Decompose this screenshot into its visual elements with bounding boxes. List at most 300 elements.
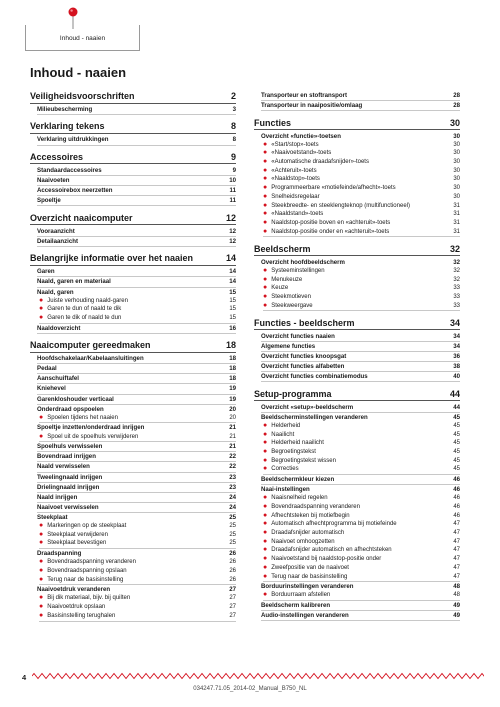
bullet-icon: ●	[39, 530, 44, 538]
subentry-page: 47	[453, 547, 460, 554]
toc-entry[interactable]	[37, 405, 236, 414]
toc-entry-group	[254, 342, 460, 352]
toc-entry[interactable]	[261, 413, 460, 422]
toc-entry[interactable]	[37, 423, 236, 432]
entry-label: Overzicht hoofdbeeldscherm	[261, 258, 345, 266]
toc-subentry[interactable]	[263, 538, 460, 547]
subentry-page: 30	[453, 176, 460, 183]
bullet-icon: ●	[263, 293, 268, 300]
toc-entry[interactable]	[37, 267, 236, 277]
toc-subentry[interactable]	[263, 158, 460, 167]
toc-entry-group	[30, 186, 236, 196]
entry-page: 26	[229, 550, 236, 558]
toc-entry-group	[254, 601, 460, 611]
toc-subentry[interactable]	[263, 267, 460, 276]
entry-label: Drielingnaald inrijgen	[37, 483, 100, 491]
toc-entry[interactable]	[261, 362, 460, 372]
entry-label: Vooraanzicht	[37, 227, 75, 235]
toc-subentry[interactable]	[263, 564, 460, 573]
bullet-icon: ●	[263, 591, 268, 599]
bullet-icon: ●	[39, 611, 44, 619]
toc-entry[interactable]	[261, 475, 460, 485]
subentry-page: 25	[229, 540, 236, 547]
entry-label: Overzicht functies alfabetten	[261, 363, 345, 371]
toc-entry-group	[30, 288, 236, 324]
toc-subentry[interactable]	[263, 284, 460, 293]
toc-entry[interactable]	[37, 227, 236, 237]
subentry-label: Systeeminstellingen	[271, 267, 325, 274]
entry-label: Overzicht functies naaien	[261, 332, 335, 340]
toc-section	[30, 340, 236, 621]
toc-section-heading[interactable]	[254, 318, 460, 331]
entry-label: Naald verwisselen	[37, 463, 90, 471]
toc-subentry[interactable]	[263, 193, 460, 202]
toc-entry[interactable]	[261, 601, 460, 611]
toc-entry[interactable]	[37, 288, 236, 297]
entry-label: Naald, garen en materiaal	[37, 278, 111, 286]
entry-label: Beeldscherminstellingen veranderen	[261, 413, 368, 421]
subentry-label: Borduurraam afstellen	[271, 592, 331, 599]
toc-section	[30, 213, 236, 247]
bullet-icon: ●	[263, 537, 268, 545]
subentry-label: Draadafsnijder automatisch en afhechtsteken	[271, 547, 392, 554]
toc-entry[interactable]	[37, 196, 236, 206]
subentry-page: 27	[229, 612, 236, 619]
toc-subentry[interactable]	[263, 546, 460, 555]
entry-label: Spoeltje	[37, 197, 61, 205]
entry-page: 44	[453, 403, 460, 411]
toc-entry[interactable]	[37, 452, 236, 462]
toc-subentry[interactable]	[263, 293, 460, 302]
entry-page: 40	[453, 373, 460, 381]
subentry-label: Bij dik materiaal, bijv. bij quilten	[47, 595, 131, 602]
subentry-page: 33	[453, 285, 460, 292]
entry-label: Beeldscherm kalibreren	[261, 602, 331, 610]
entry-label: Overzicht «setup»-beeldscherm	[261, 403, 354, 411]
toc-entry[interactable]	[261, 132, 460, 141]
toc-entry[interactable]	[37, 384, 236, 394]
section-page: 30	[449, 117, 460, 128]
section-page: 9	[230, 151, 236, 162]
toc-subentry[interactable]	[39, 567, 236, 576]
toc-subentry[interactable]	[263, 422, 460, 431]
subentry-page: 31	[453, 228, 460, 235]
toc-entry-group	[30, 374, 236, 384]
toc-entry[interactable]	[37, 176, 236, 186]
bullet-icon: ●	[263, 447, 268, 455]
toc-section-heading[interactable]	[30, 152, 236, 165]
entry-label: Draadspanning	[37, 550, 82, 558]
toc-subentry[interactable]	[39, 314, 236, 324]
toc-subentry[interactable]	[263, 465, 460, 475]
toc-entry[interactable]	[37, 237, 236, 247]
toc-entry[interactable]	[37, 186, 236, 196]
toc-subentry[interactable]	[263, 219, 460, 228]
subentry-page: 31	[453, 220, 460, 226]
toc-subentry[interactable]	[263, 228, 460, 238]
toc-entry[interactable]	[37, 277, 236, 287]
toc-subentry[interactable]	[39, 522, 236, 531]
subentry-label: Draadafsnijder automatisch	[271, 530, 345, 537]
subentry-page: 46	[453, 512, 460, 519]
toc-entry[interactable]	[261, 258, 460, 267]
bullet-icon: ●	[263, 158, 268, 166]
toc-entry[interactable]	[37, 364, 236, 374]
toc-entry-group	[30, 135, 236, 145]
toc-subentry[interactable]	[39, 539, 236, 549]
entry-page: 10	[229, 177, 236, 185]
subentry-page: 47	[453, 530, 460, 537]
subentry-page: 30	[453, 159, 460, 166]
subentry-label: Correcties	[271, 466, 299, 473]
entry-label: Naaivoetdruk veranderen	[37, 586, 111, 594]
bullet-icon: ●	[263, 192, 268, 200]
entry-label: Kniehevel	[37, 385, 66, 393]
toc-section	[254, 244, 460, 312]
entry-page: 49	[453, 612, 460, 620]
toc-subentry[interactable]	[39, 576, 236, 586]
entry-page: 28	[453, 92, 460, 99]
toc-entry[interactable]	[37, 324, 236, 334]
bullet-icon: ●	[263, 266, 268, 274]
entry-label: Onderdraad opspoelen	[37, 405, 104, 413]
toc-section-heading[interactable]	[254, 244, 460, 257]
toc-subentry[interactable]	[39, 594, 236, 603]
toc-subentry[interactable]	[263, 202, 460, 211]
toc-subentry[interactable]	[39, 297, 236, 306]
toc-entry-group	[30, 237, 236, 247]
entry-label: Verklaring uitdrukkingen	[37, 136, 109, 144]
toc-entry[interactable]	[37, 503, 236, 513]
toc-subentry[interactable]	[263, 457, 460, 466]
entry-label: Standaardaccessoires	[37, 166, 102, 174]
toc-section-heading[interactable]	[30, 253, 236, 266]
bullet-icon: ●	[263, 563, 268, 571]
toc-section-heading[interactable]	[30, 340, 236, 353]
bullet-icon: ●	[263, 555, 268, 563]
subentry-page: 47	[453, 521, 460, 528]
toc-subentry[interactable]	[39, 603, 236, 612]
toc-subentry[interactable]	[263, 149, 460, 158]
toc-subentry[interactable]	[263, 141, 460, 150]
section-page: 2	[230, 91, 236, 101]
entry-label: Algemene functies	[261, 342, 316, 350]
subentry-page: 31	[453, 211, 460, 218]
toc-right-column	[254, 91, 460, 628]
toc-entry-group	[30, 196, 236, 206]
entry-page: 46	[453, 486, 460, 494]
subentry-label: Spoel uit de spoelhuls verwijderen	[47, 433, 139, 440]
toc-entry[interactable]	[37, 395, 236, 405]
toc-subentry[interactable]	[263, 512, 460, 521]
subentry-label: «Automatische draadafsnijder»-toets	[271, 159, 369, 166]
entry-page: 11	[229, 187, 236, 195]
toc-entry-group	[30, 354, 236, 364]
entry-page: 23	[229, 483, 236, 491]
toc-entry-group	[30, 395, 236, 405]
subentry-page: 46	[453, 503, 460, 510]
subentry-label: Bovendraadspanning veranderen	[47, 559, 136, 566]
subentry-label: Automatisch afhechtprogramma bij motiefeinde	[271, 521, 397, 528]
entry-label: Transporteur en stoftransport	[261, 92, 347, 99]
toc-entry-group	[254, 413, 460, 475]
entry-label: Overzicht «functie»-toetsen	[261, 132, 341, 140]
subentry-page: 27	[229, 595, 236, 602]
section-title: Naaicomputer gereedmaken	[30, 340, 151, 351]
entry-label: Naald, garen	[37, 288, 74, 296]
bullet-icon: ●	[39, 314, 44, 321]
subentry-page: 45	[453, 431, 460, 438]
subentry-label: Zweefpositie van de naaivoet	[271, 564, 349, 571]
subentry-label: Bovendraadspanning opslaan	[47, 567, 127, 574]
toc-entry-group	[254, 352, 460, 362]
subentry-label: Menukeuze	[271, 276, 303, 283]
toc-subentry[interactable]	[263, 439, 460, 448]
toc-subentry[interactable]	[263, 503, 460, 512]
bullet-icon: ●	[263, 421, 268, 429]
section-page: 14	[225, 253, 236, 264]
subentry-label: Terug naar de basisinstelling	[47, 576, 124, 583]
bullet-icon: ●	[39, 558, 44, 566]
toc-entry[interactable]	[37, 105, 236, 115]
toc-subentry[interactable]	[263, 448, 460, 457]
bullet-icon: ●	[263, 210, 268, 218]
toc-subentry[interactable]	[39, 558, 236, 567]
subentry-label: Naaivoetstand bij naaldstop-positie onder	[271, 556, 382, 563]
bullet-icon: ●	[39, 539, 44, 547]
toc-subentry[interactable]	[263, 529, 460, 538]
toc-entry[interactable]	[37, 462, 236, 472]
subentry-label: Helderheid	[271, 422, 301, 429]
bullet-icon: ●	[263, 275, 268, 283]
toc-entry[interactable]	[261, 582, 460, 591]
entry-page: 12	[229, 227, 236, 235]
toc-entry[interactable]	[37, 513, 236, 522]
toc-section-heading[interactable]	[254, 118, 460, 131]
toc-entry[interactable]	[37, 135, 236, 145]
entry-label: Overzicht functies combinatiemodus	[261, 373, 368, 381]
toc-subentry[interactable]	[263, 210, 460, 219]
entry-page: 20	[229, 405, 236, 413]
subentry-label: Programmeerbare «motiefeinde/afhecht»-toets	[271, 185, 396, 192]
toc-entry[interactable]	[37, 549, 236, 558]
toc-entry-group	[254, 332, 460, 342]
entry-label: Overzicht functies knoopsgat	[261, 352, 347, 360]
toc-entry[interactable]	[261, 372, 460, 382]
toc-entry[interactable]	[37, 473, 236, 483]
bullet-icon: ●	[263, 494, 268, 502]
subentry-label: Helderheid naailicht	[271, 440, 324, 447]
entry-label: Naaldoverzicht	[37, 324, 81, 332]
toc-subentry[interactable]	[263, 302, 460, 312]
toc-entry-group	[30, 277, 236, 287]
subentry-page: 31	[453, 202, 460, 209]
toc-subentry[interactable]	[39, 612, 236, 622]
section-page: 12	[225, 212, 236, 223]
page-title: Inhoud - naaien	[30, 65, 127, 80]
toc-subentry[interactable]	[263, 555, 460, 564]
entry-page: 3	[232, 106, 236, 113]
subentry-label: Keuze	[271, 285, 289, 292]
entry-page: 49	[453, 602, 460, 610]
entry-page: 34	[453, 342, 460, 350]
toc-entry[interactable]	[37, 585, 236, 594]
subentry-page: 30	[453, 185, 460, 192]
toc-subentry[interactable]	[39, 305, 236, 314]
toc-section-heading[interactable]	[30, 121, 236, 134]
subentry-label: «Naaldstop»-toets	[271, 176, 320, 183]
toc-subentry[interactable]	[263, 591, 460, 601]
header-tab	[25, 25, 140, 51]
toc-left-column	[30, 91, 236, 628]
toc-entry-group	[30, 442, 236, 452]
bullet-icon: ●	[263, 149, 268, 157]
toc-entry[interactable]	[37, 493, 236, 503]
toc-entry-group	[254, 362, 460, 372]
subentry-page: 27	[229, 604, 236, 611]
entry-page: 30	[453, 132, 460, 140]
bullet-icon: ●	[263, 439, 268, 447]
entry-page: 18	[229, 355, 236, 363]
toc-entry-group	[254, 132, 460, 238]
bullet-icon: ●	[263, 456, 268, 464]
entry-page: 27	[229, 586, 236, 594]
subentry-page: 15	[229, 297, 236, 304]
subentry-label: «Naaldstand»-toets	[271, 211, 324, 218]
subentry-label: Snelheidsregelaar	[271, 193, 320, 200]
entry-page: 14	[229, 268, 236, 276]
toc-subentry[interactable]	[39, 531, 236, 540]
toc-entry-group	[30, 423, 236, 442]
subentry-label: Bovendraadspanning veranderen	[271, 503, 360, 510]
section-page: 18	[225, 340, 236, 351]
toc-entry[interactable]	[37, 483, 236, 493]
toc-entry[interactable]	[261, 403, 460, 413]
section-page: 34	[449, 317, 460, 328]
entry-label: Bovendraad inrijgen	[37, 453, 96, 461]
subentry-label: Steekmotieven	[271, 294, 311, 300]
bullet-icon: ●	[263, 219, 268, 226]
toc-entry[interactable]	[37, 354, 236, 364]
bullet-icon: ●	[263, 175, 268, 183]
toc-entry-group	[30, 405, 236, 424]
bullet-icon: ●	[263, 520, 268, 528]
toc-section	[254, 91, 460, 111]
toc-subentry[interactable]	[263, 494, 460, 503]
entry-page: 38	[453, 363, 460, 371]
toc-entry-group	[30, 324, 236, 334]
subentry-page: 48	[453, 592, 460, 599]
section-title: Setup-programma	[254, 388, 332, 399]
subentry-label: Begroetingstekst	[271, 448, 316, 455]
bullet-icon: ●	[39, 594, 44, 602]
toc-subentry[interactable]	[263, 184, 460, 193]
toc-section-heading[interactable]	[30, 213, 236, 226]
toc-subentry[interactable]	[263, 520, 460, 529]
toc-entry[interactable]	[37, 374, 236, 384]
section-title: Overzicht naaicomputer	[30, 212, 133, 223]
toc-entry[interactable]	[261, 332, 460, 342]
document-code: 034247.71.05_2014-02_Manual_B750_NL	[193, 686, 307, 692]
entry-label: Audio-instellingen veranderen	[261, 612, 349, 620]
subentry-page: 45	[453, 457, 460, 464]
toc-section-heading[interactable]	[30, 91, 236, 104]
toc-entry[interactable]	[261, 101, 460, 111]
toc-entry[interactable]	[37, 166, 236, 176]
bullet-icon: ●	[263, 572, 268, 580]
entry-page: 25	[229, 513, 236, 521]
subentry-label: Naaisnelheid regelen	[271, 495, 328, 502]
toc-subentry[interactable]	[263, 175, 460, 184]
entry-page: 28	[453, 102, 460, 110]
section-title: Veiligheidsvoorschriften	[30, 91, 135, 101]
bullet-icon: ●	[39, 603, 44, 611]
entry-page: 8	[232, 136, 236, 144]
entry-page: 19	[229, 385, 236, 393]
toc-entry[interactable]	[261, 611, 460, 621]
entry-label: Naald inrijgen	[37, 493, 78, 501]
section-page: 44	[449, 388, 460, 399]
toc-entry-group	[254, 91, 460, 101]
entry-label: Transporteur in naaipositie/omlaag	[261, 102, 363, 110]
entry-label: Aanschuiftafel	[37, 375, 79, 383]
toc-subentry[interactable]	[263, 431, 460, 440]
subentry-page: 25	[229, 531, 236, 538]
toc-section	[30, 152, 236, 206]
bullet-icon: ●	[263, 166, 268, 174]
bullet-icon: ●	[263, 201, 268, 209]
toc-entry[interactable]	[261, 342, 460, 352]
bullet-icon: ●	[263, 529, 268, 537]
bullet-icon: ●	[263, 301, 268, 309]
entry-page: 24	[229, 493, 236, 501]
section-title: Functies	[254, 117, 292, 128]
subentry-page: 33	[453, 302, 460, 309]
toc-entry-group	[30, 176, 236, 186]
subentry-label: Naaldstop-positie onder en «achteruit»-toets	[271, 228, 390, 235]
subentry-label: Afhechtsteken bij motiefbegin	[271, 512, 350, 519]
toc-subentry[interactable]	[263, 276, 460, 285]
subentry-label: Garen te dik of naald te dun	[47, 315, 122, 321]
section-title: Functies - beeldscherm	[254, 317, 355, 328]
subentry-label: Steekweergave	[271, 302, 313, 309]
toc-section-heading[interactable]	[254, 389, 460, 402]
toc-subentry[interactable]	[263, 573, 460, 583]
toc-entry[interactable]	[261, 91, 460, 101]
entry-page: 18	[229, 375, 236, 383]
subentry-page: 15	[229, 306, 236, 313]
entry-label: Hoofdschakelaar/Kabelaansluitingen	[37, 355, 144, 363]
toc-entry[interactable]	[37, 442, 236, 452]
toc-entry[interactable]	[261, 352, 460, 362]
toc-subentry[interactable]	[39, 433, 236, 443]
bullet-icon: ●	[39, 413, 44, 421]
bullet-icon: ●	[263, 284, 268, 292]
toc-subentry[interactable]	[39, 414, 236, 424]
entry-label: Steekplaat	[37, 513, 68, 521]
section-page: 8	[230, 121, 236, 132]
subentry-page: 30	[453, 150, 460, 157]
toc-entry-group	[30, 483, 236, 493]
toc-subentry[interactable]	[263, 167, 460, 176]
toc-entry-group	[30, 585, 236, 621]
decorative-wave-line	[32, 672, 484, 680]
subentry-label: Terug naar de basisinstelling	[271, 573, 348, 580]
entry-page: 15	[229, 288, 236, 296]
toc-entry[interactable]	[261, 485, 460, 494]
subentry-label: «Achteruit»-toets	[271, 167, 317, 174]
toc-entry-group	[254, 258, 460, 312]
